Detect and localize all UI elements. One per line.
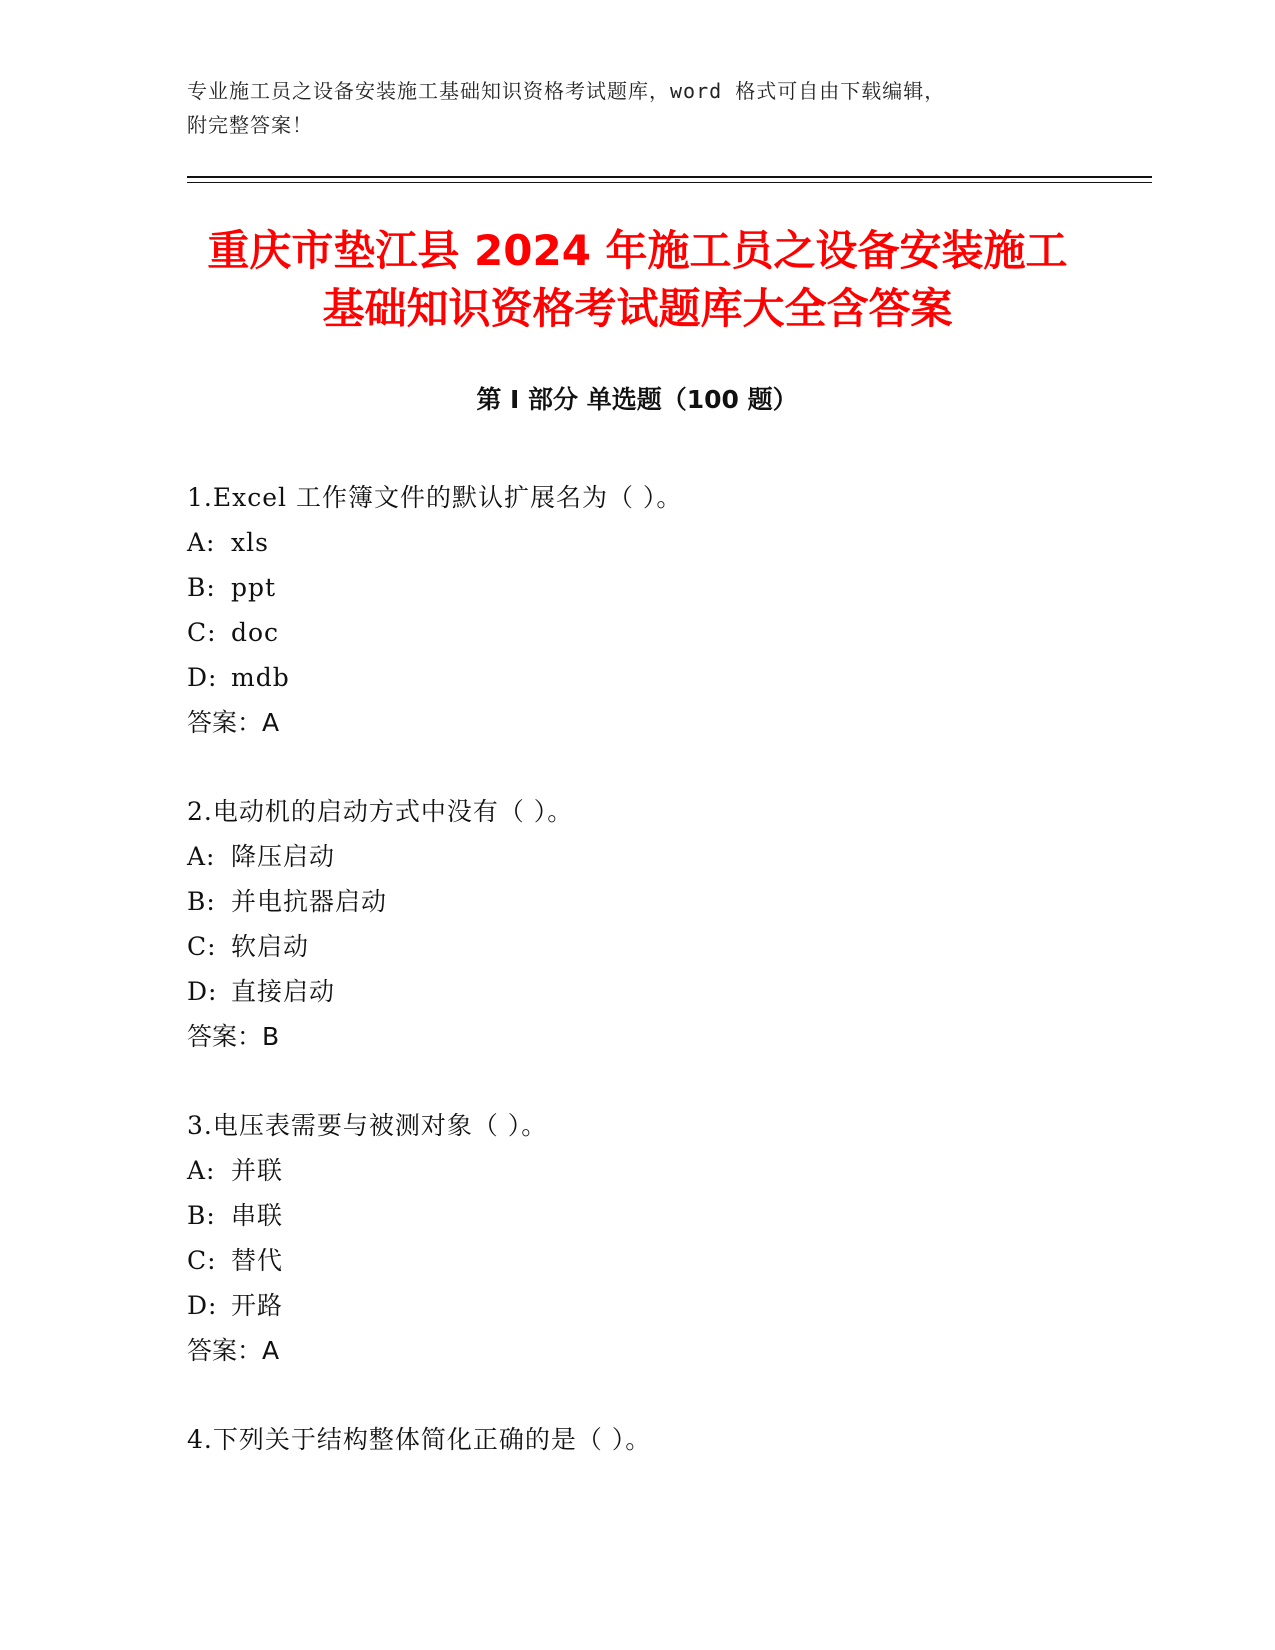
question-stem: 1.Excel 工作簿文件的默认扩展名为（ ）。: [187, 483, 683, 512]
header-note-line-1: 专业施工员之设备安装施工基础知识资格考试题库，word 格式可自由下载编辑，: [187, 79, 946, 103]
answer: 答案：B: [187, 1022, 280, 1051]
option-key: C:: [187, 932, 217, 961]
option-text: 直接启动: [231, 977, 336, 1006]
option-text: 替代: [231, 1246, 284, 1275]
header-note-line-2: 附完整答案！: [187, 113, 313, 137]
option-a: [187, 834, 1147, 879]
option-key: D:: [187, 977, 218, 1006]
answer: 答案：A: [187, 1336, 280, 1365]
document-title: [140, 222, 1135, 338]
option-key: C:: [187, 618, 217, 647]
header-note: [187, 74, 1067, 142]
document-title-line-1: 重庆市垫江县 2024 年施工员之设备安装施工: [207, 226, 1068, 275]
header-divider-thick: [187, 176, 1152, 178]
option-d: [187, 969, 1147, 1014]
question-stem: 3.电压表需要与被测对象（ ）。: [187, 1111, 548, 1140]
option-d: [187, 655, 1147, 700]
question-2: [187, 789, 1147, 1059]
option-text: 并联: [231, 1156, 284, 1185]
option-key: B:: [187, 1201, 216, 1230]
option-c: [187, 610, 1147, 655]
section-title: 第 I 部分 单选题（100 题）: [476, 385, 798, 414]
option-text: 并电抗器启动: [231, 887, 388, 916]
question-list: [187, 475, 1147, 1506]
question-3: [187, 1103, 1147, 1373]
option-key: D:: [187, 663, 218, 692]
option-text: xls: [231, 528, 269, 557]
option-text: mdb: [231, 663, 290, 692]
option-b: [187, 1193, 1147, 1238]
question-stem: 4.下列关于结构整体简化正确的是（ ）。: [187, 1425, 652, 1454]
question-stem: 2.电动机的启动方式中没有（ ）。: [187, 797, 574, 826]
option-key: B:: [187, 887, 216, 916]
option-text: 软启动: [231, 932, 310, 961]
option-text: ppt: [231, 573, 277, 602]
option-key: B:: [187, 573, 216, 602]
option-key: D:: [187, 1291, 218, 1320]
option-key: C:: [187, 1246, 217, 1275]
option-a: [187, 1148, 1147, 1193]
option-text: 开路: [231, 1291, 284, 1320]
option-key: A:: [187, 528, 216, 557]
option-b: [187, 565, 1147, 610]
option-b: [187, 879, 1147, 924]
option-key: A:: [187, 842, 216, 871]
option-d: [187, 1283, 1147, 1328]
option-text: 串联: [231, 1201, 284, 1230]
option-c: [187, 924, 1147, 969]
header-divider-thin: [187, 182, 1152, 183]
question-4: [187, 1417, 1147, 1462]
option-a: [187, 520, 1147, 565]
question-1: [187, 475, 1147, 745]
option-text: 降压启动: [231, 842, 336, 871]
option-c: [187, 1238, 1147, 1283]
option-key: A:: [187, 1156, 216, 1185]
option-text: doc: [231, 618, 280, 647]
answer: 答案：A: [187, 708, 280, 737]
document-title-line-2: 基础知识资格考试题库大全含答案: [322, 284, 953, 333]
